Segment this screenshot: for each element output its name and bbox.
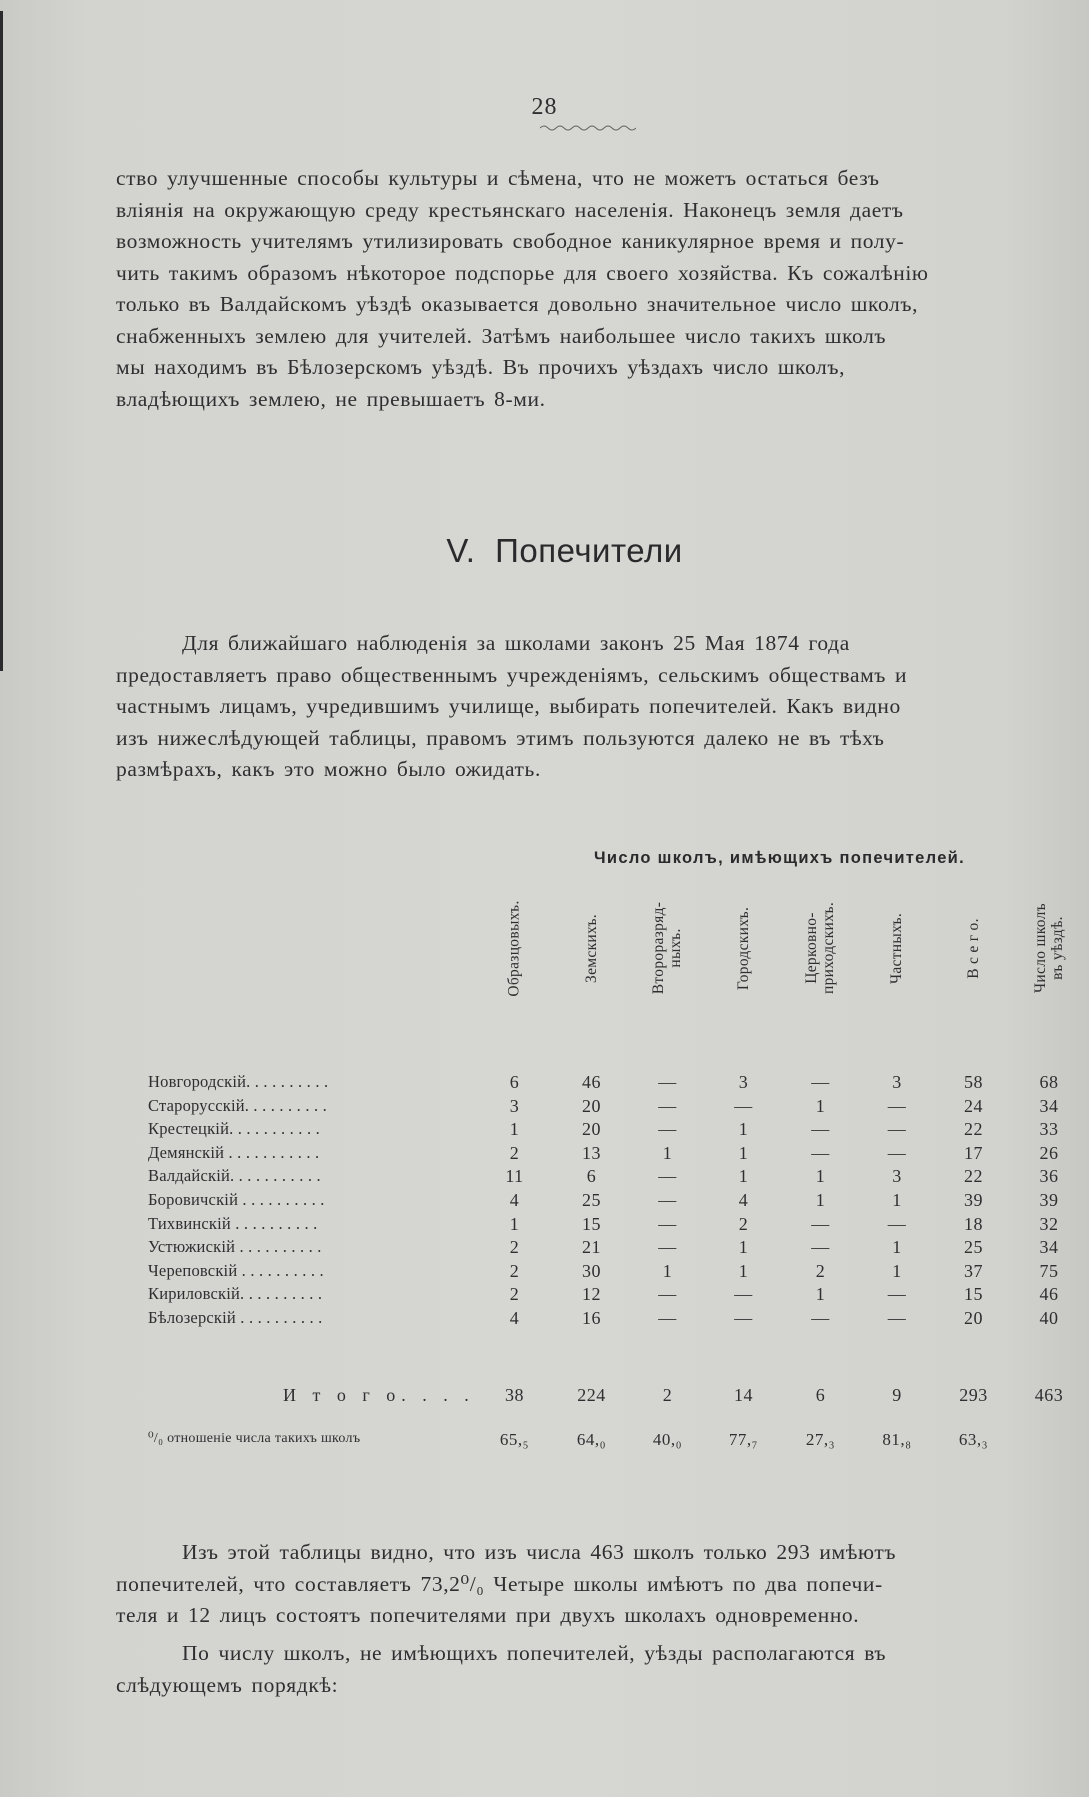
text-line: По числу школъ, не имѣющихъ попечителей, уѣзды располагаются въ	[182, 1641, 887, 1665]
text-line: Изъ этой таблицы видно, что изъ числа 463 школъ только 293 имѣютъ	[182, 1540, 897, 1564]
table-cell: 46	[582, 1072, 601, 1092]
column-header	[859, 884, 935, 1012]
table-cell: 6	[509, 1072, 520, 1092]
column-header-label: Церковно- приходскихъ.	[803, 901, 838, 995]
table-cell: 2	[662, 1385, 673, 1405]
table-cell: 33	[1039, 1119, 1059, 1140]
table-row	[0, 1190, 1089, 1214]
table-cell: 1	[815, 1284, 826, 1305]
district-name: Бѣлозерскій . . . . . . . . . .	[148, 1308, 323, 1327]
table-row	[0, 1308, 1089, 1332]
column-header-label: Образцовыхъ.	[506, 899, 524, 997]
table-cell: 463	[1034, 1385, 1064, 1405]
table-cell: 1	[738, 1166, 749, 1187]
table-row	[0, 1214, 1089, 1238]
table-cell: 3	[509, 1095, 520, 1116]
table-cell: 25	[964, 1237, 983, 1258]
table-cell: 30	[582, 1260, 601, 1281]
table-cell: 2	[815, 1260, 826, 1281]
table-cell: 22	[964, 1119, 983, 1140]
table-cell: 1	[892, 1237, 902, 1258]
table-cell: —	[887, 1095, 907, 1116]
paragraph-trustees-intro	[116, 628, 1089, 786]
table-cell: —	[811, 1237, 830, 1258]
table-cell: 11	[505, 1166, 524, 1187]
text-line: размѣрахъ, какъ это можно было ожидать.	[116, 757, 541, 781]
table-cell: 75	[1039, 1260, 1059, 1281]
table-cell: 15	[582, 1213, 601, 1234]
table-cell: 6	[815, 1385, 826, 1405]
table-cell: 4	[509, 1190, 520, 1210]
district-name: Череповскій . . . . . . . . . .	[148, 1260, 324, 1280]
text-line: владѣющихъ землею, не превышаетъ 8-ми.	[116, 386, 546, 411]
total-label: И т о г о. . . .	[283, 1385, 475, 1405]
table-cell: 39	[1039, 1190, 1059, 1210]
table-cell: —	[658, 1237, 677, 1258]
table-cell: —	[658, 1072, 677, 1092]
text-line: теля и 12 лицъ состоятъ попечителями при двухъ школахъ одновременно.	[116, 1603, 860, 1627]
table-cell: 3	[738, 1072, 749, 1092]
column-header-label: В с е г о.	[965, 917, 982, 979]
table-cell: —	[658, 1308, 677, 1328]
table-cell: —	[658, 1190, 677, 1210]
table-cell: 15	[964, 1284, 983, 1305]
column-header-label: Земскихъ.	[582, 913, 600, 983]
text-line: возможность учителямъ утилизировать свободное каникулярное время и полу-	[116, 229, 905, 253]
text-line: снабженныхъ землею для учителей. Затѣмъ наибольшее число такихъ школъ	[116, 323, 887, 348]
district-name: Старорусскій. . . . . . . . . .	[148, 1095, 327, 1115]
table-cell: 38	[505, 1385, 524, 1405]
table-cell: 17	[964, 1142, 983, 1163]
table-cell: —	[887, 1284, 907, 1305]
text-line: вліянія на окружающую среду крестьянскаго населенія. Наконецъ земля даетъ	[116, 197, 904, 222]
table-row	[0, 1072, 1089, 1096]
total-rule	[0, 8, 617, 11]
table-cell: —	[734, 1308, 753, 1328]
text-line: чить такимъ образомъ нѣкоторое подспорье для своего хозяйства. Къ сожалѣнію	[116, 260, 929, 285]
district-name: Боровичскій . . . . . . . . . .	[148, 1190, 325, 1209]
column-header	[782, 884, 859, 1012]
table-cell: 20	[964, 1308, 983, 1328]
table-row	[0, 1166, 1089, 1190]
table-cell: 27,₃	[805, 1430, 836, 1449]
table-row	[0, 1261, 1089, 1285]
table-cell: 34	[1039, 1237, 1059, 1258]
column-header	[476, 884, 553, 1012]
table-cell: 65,₅	[499, 1430, 530, 1449]
table-cell: 24	[964, 1095, 983, 1116]
percent-row	[0, 1430, 1089, 1454]
table-cell: —	[658, 1166, 677, 1187]
text-line: только въ Валдайскомъ уѣздѣ оказывается довольно значительное число школъ,	[116, 292, 919, 316]
page-number: 28	[531, 94, 558, 120]
table-cell: 3	[892, 1166, 902, 1187]
table-cell: 46	[1039, 1284, 1059, 1305]
table-cell: 14	[734, 1385, 753, 1405]
table-cell: —	[734, 1284, 753, 1305]
text-line: попечителей, что составляетъ 73,2⁰/₀ Четыре школы имѣютъ по два попечи-	[116, 1571, 883, 1596]
text-line: Для ближайшаго наблюденія за школами законъ 25 Мая 1874 года	[182, 631, 850, 655]
table-cell: 1	[815, 1166, 826, 1187]
table-cell: 1	[738, 1142, 749, 1163]
table-cell: 40,₀	[652, 1430, 683, 1449]
table-cell: 21	[582, 1237, 601, 1258]
table-cell: 36	[1039, 1166, 1059, 1187]
table-cell: 9	[892, 1385, 902, 1405]
table-cell: 12	[582, 1284, 601, 1305]
text-line: частнымъ лицамъ, учредившимъ училище, выбирать попечителей. Какъ видно	[116, 694, 901, 718]
text-line: слѣдующемъ порядкѣ:	[116, 1672, 339, 1697]
table-cell: 1	[509, 1213, 520, 1234]
table-cell: 1	[509, 1119, 520, 1140]
table-cell: 2	[738, 1213, 749, 1234]
table-row	[0, 1284, 1089, 1308]
table-cell: 77,₇	[728, 1430, 759, 1449]
table-cell: —	[887, 1142, 907, 1163]
table-cell: 1	[738, 1119, 749, 1140]
table-cell: 1	[892, 1260, 902, 1281]
table-cell: —	[887, 1308, 907, 1328]
table-row	[0, 1143, 1089, 1167]
text-line: предоставляетъ право общественнымъ учрежденіямъ, сельскимъ обществамъ и	[116, 662, 908, 687]
table-cell: 1	[662, 1142, 673, 1163]
table-cell: —	[658, 1095, 677, 1116]
table-cell: —	[811, 1072, 830, 1092]
table-cell: 39	[964, 1190, 983, 1210]
table-cell: 1	[662, 1260, 673, 1281]
section-heading	[0, 532, 1089, 570]
district-name: Демянскій . . . . . . . . . . .	[148, 1142, 320, 1162]
column-header	[935, 884, 1012, 1012]
table-cell: 1	[892, 1190, 902, 1210]
table-cell: 20	[582, 1095, 601, 1116]
section-title: Попечители	[495, 532, 683, 569]
table-cell: 1	[738, 1237, 749, 1258]
paragraph-ordering	[116, 1638, 1089, 1701]
table-row	[0, 1119, 1089, 1143]
table-cell: 1	[815, 1190, 826, 1210]
table-cell: 13	[582, 1142, 601, 1163]
district-name: Тихвинскій . . . . . . . . . .	[148, 1213, 318, 1233]
table-cell: 3	[892, 1072, 902, 1092]
column-header	[553, 884, 630, 1012]
district-name: Новгородскій. . . . . . . . . .	[148, 1072, 329, 1091]
table-cell: 4	[509, 1308, 520, 1328]
paragraph-soil-continuation	[116, 163, 1089, 415]
table-group-header: Число школъ, имѣющихъ попечителей.	[594, 849, 965, 867]
table-cell: 224	[577, 1385, 606, 1405]
table-cell: 25	[582, 1190, 601, 1210]
table-cell: 22	[964, 1166, 983, 1187]
text-line: мы находимъ въ Бѣлозерскомъ уѣздѣ. Въ прочихъ уѣздахъ число школъ,	[116, 355, 846, 379]
district-name: Устюжискій . . . . . . . . . .	[148, 1237, 322, 1257]
table-row	[0, 1237, 1089, 1261]
column-header-label: Второразряд- ныхъ.	[650, 901, 685, 995]
paragraph-table-summary	[116, 1537, 1089, 1632]
table-cell: —	[658, 1213, 677, 1234]
district-name: Крестецкій. . . . . . . . . . .	[148, 1119, 320, 1139]
table-cell: —	[811, 1119, 830, 1140]
table-cell: —	[887, 1213, 907, 1234]
table-row	[0, 1096, 1089, 1120]
table-cell: 58	[964, 1072, 983, 1092]
table-cell: —	[658, 1119, 677, 1140]
table-cell: —	[811, 1308, 830, 1328]
column-header	[630, 884, 705, 1012]
column-header	[705, 884, 782, 1012]
district-name: Валдайскій. . . . . . . . . . .	[148, 1166, 321, 1186]
table-cell: —	[734, 1095, 753, 1116]
table-cell: 63,₃	[958, 1430, 989, 1449]
table-cell: 2	[509, 1237, 520, 1258]
table-cell: 26	[1039, 1142, 1059, 1163]
table-cell: —	[811, 1142, 830, 1163]
table-cell: 293	[959, 1385, 988, 1405]
table-cell: 34	[1039, 1095, 1059, 1116]
table-cell: 2	[509, 1142, 520, 1163]
column-header-label: Число школъ въ уѣздѣ.	[1032, 903, 1067, 993]
column-header-label: Частныхъ.	[888, 912, 906, 984]
table-cell: —	[658, 1284, 677, 1305]
table-cell: 16	[582, 1308, 601, 1328]
table-cell: 20	[582, 1119, 601, 1140]
table-cell: 81,₈	[882, 1430, 912, 1449]
section-numeral: V.	[446, 532, 476, 569]
total-row	[0, 1385, 1089, 1409]
table-cell: 32	[1039, 1213, 1059, 1234]
table-cell: 1	[815, 1095, 826, 1116]
table-cell: 68	[1039, 1072, 1059, 1092]
page-number-ornament	[540, 124, 636, 132]
table-cell: 2	[509, 1260, 520, 1281]
district-name: Кириловскій. . . . . . . . . .	[148, 1284, 323, 1304]
table-cell: 2	[509, 1284, 520, 1305]
table-cell: —	[887, 1119, 907, 1140]
table-cell: —	[811, 1213, 830, 1234]
table-cell: 37	[964, 1260, 983, 1281]
table-cell: 4	[738, 1190, 749, 1210]
column-header	[1012, 884, 1086, 1012]
table-cell: 6	[586, 1166, 597, 1187]
text-line: изъ нижеслѣдующей таблицы, правомъ этимъ пользуются далеко не въ тѣхъ	[116, 725, 885, 750]
table-cell: 64,₀	[576, 1430, 607, 1449]
column-header-label: Городскихъ.	[735, 906, 752, 990]
table-cell: 40	[1039, 1308, 1059, 1328]
table-cell: 1	[738, 1260, 749, 1281]
text-line: ство улучшенные способы культуры и сѣмена, что не можетъ остаться безъ	[116, 166, 880, 190]
table-cell: 18	[964, 1213, 983, 1234]
percent-label: ⁰/₀ отношеніе числа такихъ школъ	[148, 1431, 361, 1446]
